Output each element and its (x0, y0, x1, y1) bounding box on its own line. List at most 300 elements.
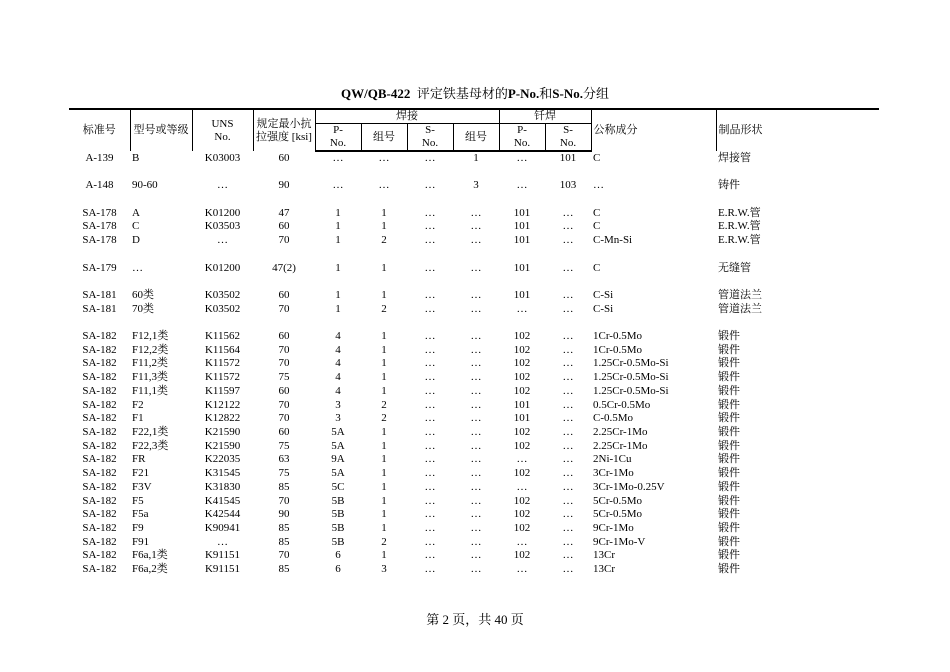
cell-weld-sno: … (424, 384, 436, 397)
cell-weld-pno: … (332, 179, 344, 192)
cell-braze-sno: … (562, 425, 574, 438)
cell-std: SA-182 (82, 384, 117, 397)
cell-weld-sno: … (424, 343, 436, 356)
cell-grade: F1 (132, 412, 144, 425)
cell-weld-group: … (378, 152, 390, 164)
cell-composition: C-Si (593, 302, 614, 315)
cell-braze-pno: 101 (513, 398, 531, 411)
cell-std: SA-179 (82, 261, 117, 274)
cell-composition: 1.25Cr-0.5Mo-Si (593, 357, 669, 370)
cell-braze-pno: 101 (513, 234, 531, 247)
cell-braze-pno: 102 (513, 384, 531, 397)
cell-grade: F11,2类 (132, 357, 168, 370)
cell-weld-pno: 4 (335, 357, 341, 370)
cell-braze-pno: … (516, 302, 528, 315)
cell-braze-sno: … (562, 384, 574, 397)
cell-braze-sno: 103 (559, 179, 577, 192)
cell-product-form: 锻件 (718, 371, 740, 384)
cell-strength: 85 (278, 563, 290, 576)
cell-weld-group2: … (470, 425, 482, 438)
cell-std: SA-182 (82, 343, 117, 356)
cell-product-form: 锻件 (718, 357, 740, 370)
cell-grade: F21 (132, 467, 150, 480)
cell-weld-pno: 5A (331, 467, 345, 480)
cell-braze-pno: 102 (513, 343, 531, 356)
cell-strength: 70 (278, 343, 290, 356)
cell-grade: F6a,2类 (132, 563, 168, 576)
cell-product-form: 管道法兰 (718, 302, 762, 315)
cell-weld-group: 1 (381, 261, 387, 274)
cell-strength: 75 (278, 439, 290, 452)
cell-braze-sno: … (562, 288, 574, 301)
cell-std: SA-182 (82, 508, 117, 521)
spacer-row (69, 275, 879, 289)
cell-uns: K12822 (204, 412, 241, 425)
cell-weld-group2: … (470, 521, 482, 534)
table-row (69, 262, 879, 276)
cell-weld-group2: 1 (473, 152, 479, 164)
table-row (69, 179, 879, 193)
cell-braze-sno: … (562, 535, 574, 548)
spacer-row (69, 316, 879, 330)
cell-braze-pno: 102 (513, 439, 531, 452)
cell-strength: 75 (278, 467, 290, 480)
spacer-row (69, 166, 879, 180)
cell-product-form: 锻件 (718, 439, 740, 452)
cell-grade: F22,1类 (132, 425, 169, 438)
cell-weld-group2: … (470, 412, 482, 425)
cell-composition: 1.25Cr-0.5Mo-Si (593, 384, 669, 397)
cell-weld-pno: 1 (335, 206, 341, 219)
cell-weld-group2: 3 (473, 179, 479, 192)
cell-product-form: 锻件 (718, 480, 740, 493)
cell-weld-sno: … (424, 330, 436, 343)
cell-weld-pno: 6 (335, 549, 341, 562)
page-footer: 第 2 页，共 40 页 (426, 612, 524, 627)
cell-composition: 9Cr-1Mo-V (593, 535, 646, 548)
cell-composition: C-Mn-Si (593, 234, 633, 247)
cell-weld-group: 1 (381, 206, 387, 219)
table-header (69, 109, 879, 151)
cell-composition: 3Cr-1Mo (593, 467, 634, 480)
cell-uns: … (217, 234, 228, 247)
table-row (69, 385, 879, 399)
cell-weld-group: 1 (381, 288, 387, 301)
cell-weld-group: 1 (381, 384, 387, 397)
cell-uns: K11597 (204, 384, 241, 397)
cell-weld-group: 1 (381, 330, 387, 343)
table-row (69, 344, 879, 358)
cell-grade: F9 (132, 521, 144, 534)
spacer-row (69, 193, 879, 207)
header-weld-sno-line1: S- (425, 124, 435, 136)
cell-braze-pno: 102 (513, 467, 531, 480)
cell-braze-sno: … (562, 480, 574, 493)
title-code: QW/QB-422 (340, 86, 411, 101)
cell-braze-sno: … (562, 439, 574, 452)
cell-weld-group: 1 (381, 453, 387, 466)
cell-weld-group: 1 (381, 220, 387, 233)
cell-braze-sno: … (562, 343, 574, 356)
table-row (69, 412, 879, 426)
cell-weld-pno: 3 (335, 412, 341, 425)
cell-strength: 60 (278, 425, 290, 438)
title-text-b: 和 (539, 86, 553, 101)
cell-weld-sno: … (424, 563, 436, 576)
cell-composition: 2Ni-1Cu (593, 453, 632, 466)
cell-grade: F12,2类 (132, 343, 169, 356)
cell-std: SA-182 (82, 453, 117, 466)
cell-grade: 70类 (132, 302, 154, 315)
cell-weld-group: … (378, 179, 390, 192)
cell-weld-pno: 5B (331, 535, 345, 548)
cell-std: SA-178 (82, 220, 117, 233)
cell-strength: 60 (278, 330, 290, 343)
cell-weld-group: 3 (381, 563, 387, 576)
header-braze-sno-line2: No. (559, 137, 577, 149)
cell-strength: 70 (278, 234, 290, 247)
table-row (69, 151, 879, 166)
header-brazing: 钎焊 (499, 109, 591, 124)
cell-weld-sno: … (424, 453, 436, 466)
cell-strength: 60 (278, 220, 290, 233)
cell-uns: K91151 (204, 563, 241, 576)
cell-weld-group: 2 (381, 412, 387, 425)
header-uns-line2: No. (214, 130, 231, 143)
header-uns (192, 109, 253, 151)
cell-std: SA-182 (82, 563, 117, 576)
cell-uns: K31545 (204, 467, 241, 480)
cell-product-form: E.R.W.管 (718, 220, 761, 233)
cell-weld-group: 1 (381, 425, 387, 438)
cell-weld-group: 1 (381, 494, 387, 507)
cell-grade: C (132, 220, 140, 233)
cell-uns: K90941 (204, 521, 241, 534)
cell-product-form: E.R.W.管 (718, 206, 761, 219)
cell-std: SA-182 (82, 439, 117, 452)
cell-braze-sno: … (562, 357, 574, 370)
header-braze-sno-line1: S- (563, 124, 573, 136)
cell-braze-sno: … (562, 261, 574, 274)
cell-std: SA-181 (82, 288, 117, 301)
cell-composition: 9Cr-1Mo (593, 521, 634, 534)
cell-weld-pno: 1 (335, 302, 341, 315)
cell-grade: F91 (132, 535, 150, 548)
table-row (69, 522, 879, 536)
cell-weld-pno: 5B (331, 494, 345, 507)
cell-weld-group2: … (470, 508, 482, 521)
cell-weld-group2: … (470, 220, 482, 233)
cell-grade: 90-60 (132, 179, 158, 192)
cell-weld-pno: 5B (331, 508, 345, 521)
table-row (69, 481, 879, 495)
cell-uns: K03502 (204, 288, 241, 301)
spacer-cell (69, 275, 879, 289)
cell-product-form: 无缝管 (718, 261, 751, 274)
title-pno: P-No. (507, 86, 540, 101)
cell-grade: D (132, 234, 140, 247)
header-uns-line1: UNS (211, 117, 234, 130)
cell-braze-sno: … (562, 398, 574, 411)
cell-weld-group2: … (470, 549, 482, 562)
cell-grade: F5 (132, 494, 144, 507)
cell-braze-pno: … (516, 179, 528, 192)
cell-strength: 70 (278, 412, 290, 425)
cell-weld-pno: 5B (331, 521, 345, 534)
table-row (69, 495, 879, 509)
cell-weld-sno: … (424, 521, 436, 534)
cell-weld-group: 2 (381, 535, 387, 548)
cell-weld-group2: … (470, 467, 482, 480)
table-row (69, 440, 879, 454)
table-row (69, 371, 879, 385)
cell-weld-pno: 5C (331, 480, 345, 493)
cell-weld-pno: 1 (335, 234, 341, 247)
cell-weld-sno: … (424, 549, 436, 562)
cell-braze-pno: … (516, 563, 528, 576)
cell-strength: 47(2) (272, 261, 296, 274)
cell-grade: F2 (132, 398, 144, 411)
cell-weld-group2: … (470, 330, 482, 343)
cell-weld-sno: … (424, 371, 436, 384)
cell-braze-sno: … (562, 467, 574, 480)
cell-grade: F3V (132, 480, 152, 493)
cell-product-form: 锻件 (718, 384, 740, 397)
cell-composition: 2.25Cr-1Mo (593, 439, 648, 452)
cell-product-form: 锻件 (718, 330, 740, 343)
cell-weld-group2: … (470, 343, 482, 356)
table-body (69, 151, 879, 577)
cell-uns: K03003 (204, 151, 241, 164)
cell-strength: 47 (278, 206, 290, 219)
cell-weld-pno: 1 (335, 220, 341, 233)
cell-weld-pno: 1 (335, 288, 341, 301)
cell-uns: K03502 (204, 302, 241, 315)
cell-braze-sno: 101 (559, 152, 577, 164)
cell-composition: C-0.5Mo (593, 412, 634, 425)
cell-grade: FR (132, 453, 146, 466)
cell-std: SA-182 (82, 425, 117, 438)
header-product-form: 制品形状 (716, 109, 879, 151)
cell-weld-sno: … (424, 398, 436, 411)
cell-weld-group2: … (470, 234, 482, 247)
cell-uns: K03503 (204, 220, 241, 233)
table-row (69, 453, 879, 467)
cell-braze-sno: … (562, 330, 574, 343)
cell-strength: 90 (278, 508, 290, 521)
cell-braze-pno: 102 (513, 330, 531, 343)
cell-weld-pno: 6 (335, 563, 341, 576)
cell-weld-sno: … (424, 302, 436, 315)
header-braze-pno (499, 124, 545, 152)
header-weld-pno (315, 124, 361, 152)
cell-product-form: 锻件 (718, 467, 740, 480)
table-row (69, 220, 879, 234)
cell-braze-pno: 101 (513, 288, 531, 301)
cell-braze-sno: … (562, 508, 574, 521)
cell-weld-group: 1 (381, 439, 387, 452)
cell-weld-group: 2 (381, 302, 387, 315)
cell-weld-pno: 3 (335, 398, 341, 411)
header-weld-pno-line2: No. (329, 137, 347, 149)
cell-weld-sno: … (424, 508, 436, 521)
cell-strength: 75 (278, 371, 290, 384)
cell-braze-pno: … (516, 152, 528, 164)
cell-grade: F12,1类 (132, 330, 169, 343)
cell-product-form: 锻件 (718, 535, 740, 548)
cell-braze-pno: 101 (513, 261, 531, 274)
cell-uns: K11572 (204, 371, 241, 384)
cell-grade: B (132, 151, 140, 164)
cell-strength: 60 (278, 384, 290, 397)
cell-weld-sno: … (424, 412, 436, 425)
cell-composition: 13Cr (593, 563, 615, 576)
title-text-c: 分组 (582, 86, 609, 101)
cell-braze-pno: … (516, 453, 528, 466)
cell-braze-sno: … (562, 371, 574, 384)
header-welding: 焊接 (315, 109, 499, 124)
cell-uns: K42544 (204, 508, 241, 521)
title-sno: S-No. (552, 86, 583, 101)
table-row (69, 303, 879, 317)
cell-weld-group: 1 (381, 467, 387, 480)
spacer-cell (69, 193, 879, 207)
cell-braze-sno: … (562, 412, 574, 425)
cell-braze-pno: 101 (513, 412, 531, 425)
header-grade: 型号或等级 (130, 109, 192, 151)
cell-strength: 85 (278, 521, 290, 534)
header-weld-sno (407, 124, 453, 152)
cell-product-form: 锻件 (718, 425, 740, 438)
cell-weld-group2: … (470, 302, 482, 315)
cell-weld-group2: … (470, 439, 482, 452)
cell-braze-pno: 102 (513, 549, 531, 562)
cell-grade: F11,3类 (132, 371, 168, 384)
cell-weld-sno: … (424, 288, 436, 301)
cell-composition: 5Cr-0.5Mo (593, 494, 642, 507)
cell-product-form: 铸件 (718, 179, 740, 192)
cell-composition: 2.25Cr-1Mo (593, 425, 648, 438)
table-row (69, 234, 879, 248)
table-row (69, 357, 879, 371)
cell-std: SA-178 (82, 206, 117, 219)
cell-braze-pno: 102 (513, 521, 531, 534)
cell-product-form: E.R.W.管 (718, 234, 761, 247)
cell-weld-sno: … (424, 439, 436, 452)
cell-weld-pno: 4 (335, 371, 341, 384)
cell-std: A-139 (85, 151, 114, 164)
cell-composition: 0.5Cr-0.5Mo (593, 398, 651, 411)
cell-std: A-148 (85, 179, 114, 192)
cell-product-form: 锻件 (718, 343, 740, 356)
cell-weld-sno: … (424, 206, 436, 219)
cell-uns: K31830 (204, 480, 241, 493)
cell-strength: 90 (278, 179, 290, 192)
cell-uns: K12122 (204, 398, 241, 411)
cell-product-form: 锻件 (718, 453, 740, 466)
cell-braze-pno: 101 (513, 206, 531, 219)
cell-product-form: 锻件 (718, 563, 740, 576)
cell-weld-group: 2 (381, 234, 387, 247)
cell-strength: 70 (278, 398, 290, 411)
cell-uns: K01200 (204, 206, 241, 219)
cell-composition: … (593, 179, 604, 192)
cell-weld-group2: … (470, 398, 482, 411)
table-row (69, 508, 879, 522)
cell-grade: A (132, 206, 140, 219)
cell-weld-pno: 4 (335, 343, 341, 356)
cell-weld-group2: … (470, 453, 482, 466)
cell-braze-sno: … (562, 563, 574, 576)
cell-weld-group2: … (470, 371, 482, 384)
header-weld-pno-line1: P- (333, 124, 343, 136)
header-composition: 公称成分 (591, 109, 716, 151)
cell-weld-group: 1 (381, 521, 387, 534)
cell-product-form: 锻件 (718, 412, 740, 425)
table-row (69, 563, 879, 577)
cell-weld-sno: … (424, 357, 436, 370)
cell-weld-sno: … (424, 234, 436, 247)
cell-grade: … (132, 261, 143, 274)
cell-braze-sno: … (562, 206, 574, 219)
cell-grade: F5a (132, 508, 149, 521)
cell-weld-group: 1 (381, 480, 387, 493)
cell-composition: C (593, 206, 601, 219)
cell-braze-sno: … (562, 220, 574, 233)
cell-braze-sno: … (562, 494, 574, 507)
table-row (69, 289, 879, 303)
cell-composition: 5Cr-0.5Mo (593, 508, 642, 521)
cell-strength: 70 (278, 357, 290, 370)
cell-uns: … (217, 535, 228, 548)
cell-weld-pno: 5A (331, 425, 345, 438)
header-std: 标准号 (69, 109, 130, 151)
cell-std: SA-182 (82, 549, 117, 562)
cell-grade: F22,3类 (132, 439, 169, 452)
cell-uns: … (217, 179, 228, 192)
cell-weld-pno: … (332, 152, 344, 164)
cell-product-form: 锻件 (718, 494, 740, 507)
cell-std: SA-182 (82, 467, 117, 480)
cell-composition: 1Cr-0.5Mo (593, 343, 642, 356)
cell-braze-sno: … (562, 453, 574, 466)
cell-weld-sno: … (424, 220, 436, 233)
header-weld-group2: 组号 (453, 124, 499, 152)
cell-weld-group2: … (470, 357, 482, 370)
cell-weld-group: 1 (381, 357, 387, 370)
cell-std: SA-182 (82, 412, 117, 425)
header-braze-pno-line1: P- (517, 124, 527, 136)
cell-composition: C-Si (593, 288, 614, 301)
cell-uns: K11562 (204, 330, 241, 343)
cell-product-form: 锻件 (718, 521, 740, 534)
cell-product-form: 锻件 (718, 398, 740, 411)
cell-strength: 70 (278, 549, 290, 562)
cell-weld-sno: … (424, 494, 436, 507)
cell-std: SA-182 (82, 357, 117, 370)
cell-product-form: 锻件 (718, 508, 740, 521)
cell-std: SA-182 (82, 535, 117, 548)
cell-braze-sno: … (562, 521, 574, 534)
cell-weld-group: 2 (381, 398, 387, 411)
cell-weld-group: 1 (381, 508, 387, 521)
cell-uns: K91151 (204, 549, 241, 562)
table-row (69, 467, 879, 481)
cell-braze-pno: … (516, 535, 528, 548)
table-row (69, 536, 879, 550)
cell-weld-group2: … (470, 261, 482, 274)
cell-braze-pno: 102 (513, 371, 531, 384)
